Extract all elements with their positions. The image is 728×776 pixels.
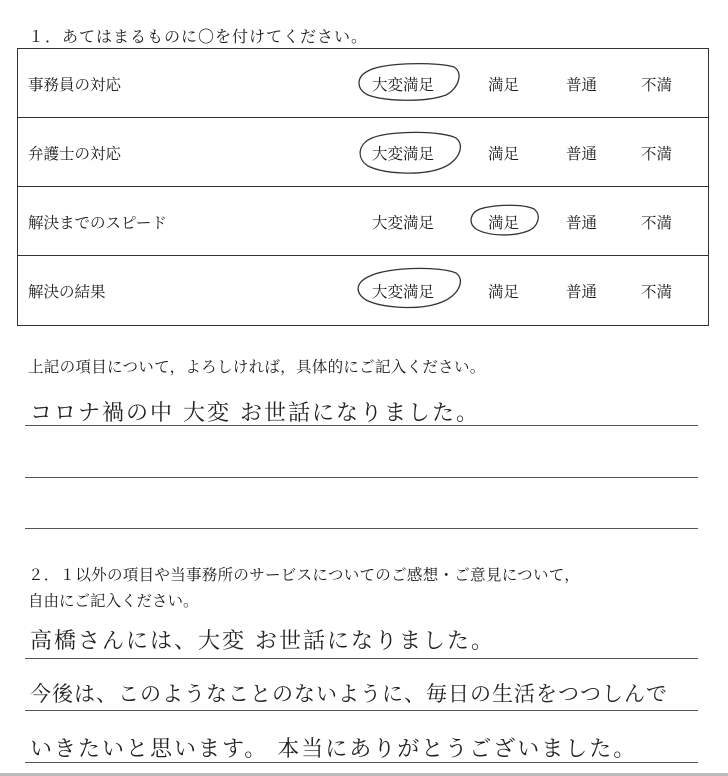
row-label: 事務員の対応 xyxy=(28,76,122,94)
option-dissatisfied: 不満 xyxy=(641,214,673,232)
option-neutral: 普通 xyxy=(566,145,598,163)
option-satisfied: 満足 xyxy=(488,145,520,163)
satisfaction-table xyxy=(17,48,709,326)
option-neutral: 普通 xyxy=(566,283,598,301)
handwritten-answer: 高橋さんには、大変 お世話になりました。 xyxy=(30,629,495,654)
handwritten-answer: 今後は、このようなことのないように、毎日の生活をつつしんで xyxy=(30,682,668,706)
option-satisfied: 満足 xyxy=(488,214,520,232)
writing-line xyxy=(25,762,698,763)
option-very-satisfied: 大変満足 xyxy=(372,283,435,301)
table-row xyxy=(18,49,708,118)
section2-title: ２．１以外の項目や当事務所のサービスについてのご感想・ご意見について， xyxy=(28,566,581,584)
handwritten-answer: コロナ禍の中 大変 お世話になりました。 xyxy=(30,401,480,426)
writing-line xyxy=(25,528,698,529)
table-row xyxy=(18,118,708,187)
option-very-satisfied: 大変満足 xyxy=(372,76,435,94)
option-very-satisfied: 大変満足 xyxy=(372,214,435,232)
writing-line xyxy=(25,425,698,426)
handwritten-answer: いきたいと思います。 本当にありがとうございました。 xyxy=(30,737,638,762)
row-label: 解決までのスピード xyxy=(28,214,167,232)
writing-line xyxy=(25,658,698,659)
writing-line xyxy=(25,710,698,711)
section2-title-line2: 自由にご記入ください。 xyxy=(28,592,199,610)
option-dissatisfied: 不満 xyxy=(641,283,673,301)
row-label: 弁護士の対応 xyxy=(28,145,122,163)
table-row xyxy=(18,187,708,256)
writing-line xyxy=(25,477,698,478)
option-very-satisfied: 大変満足 xyxy=(372,145,435,163)
option-satisfied: 満足 xyxy=(488,283,520,301)
row-label: 解決の結果 xyxy=(28,283,106,301)
option-dissatisfied: 不満 xyxy=(641,145,673,163)
option-satisfied: 満足 xyxy=(488,76,520,94)
option-dissatisfied: 不満 xyxy=(641,76,673,94)
option-neutral: 普通 xyxy=(566,214,598,232)
option-neutral: 普通 xyxy=(566,76,598,94)
table-row xyxy=(18,256,708,325)
section1-title: １．あてはまるものに〇を付けてください。 xyxy=(28,27,369,46)
comment-prompt: 上記の項目について，よろしければ，具体的にご記入ください。 xyxy=(28,358,486,376)
